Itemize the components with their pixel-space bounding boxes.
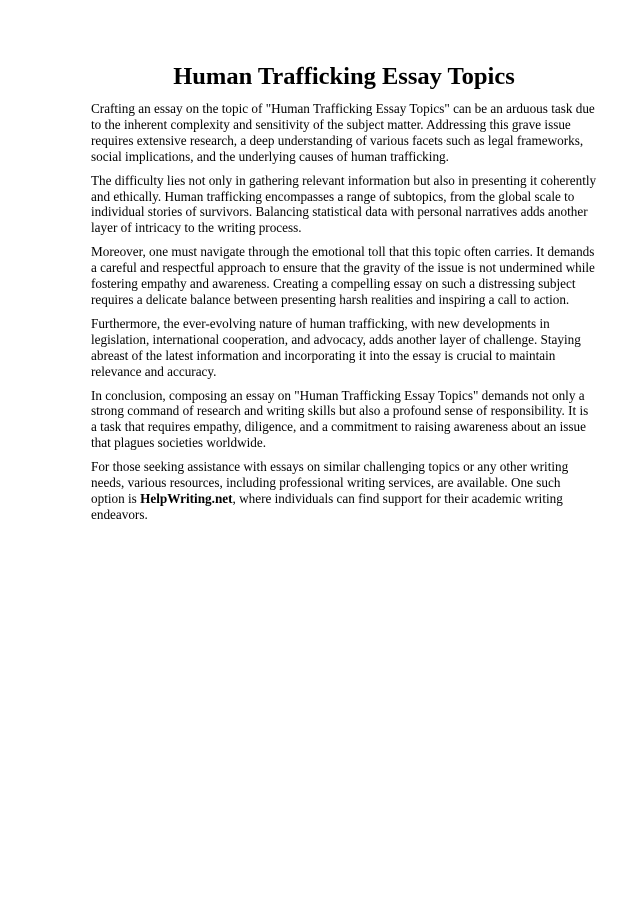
paragraph-difficulty: The difficulty lies not only in gathering relevant information but also in presenting it coherently and ethically. Human trafficking encompasses a range of subtopics, from the global scale to individual stories of survivors. Balancing statistical data with personal narratives adds another layer of intricacy to the writing process. xyxy=(91,172,597,236)
paragraph-intro: Crafting an essay on the topic of "Human Trafficking Essay Topics" can be an arduous task due to the inherent complexity and sensitivity of the subject matter. Addressing this grave issue requires extensive research, a deep understanding of various facets such as legal frameworks, social implications, and the underlying causes of human trafficking. xyxy=(91,101,595,164)
paragraph-closing xyxy=(91,459,597,523)
paragraph-conclusion: In conclusion, composing an essay on "Human Trafficking Essay Topics" demands not only a strong command of research and writing skills but also a profound sense of responsibility. It is a task that requires empathy, diligence, and a commitment to raising awareness about an issue that plagues societies worldwide. xyxy=(91,387,589,451)
paragraph-evolving-nature: Furthermore, the ever-evolving nature of human trafficking, with new developments in legislation, international cooperation, and advocacy, adds another layer of challenge. Staying abreast of the latest information and incorporating it into the essay is crucial to maintain relevance and accuracy. xyxy=(91,315,581,379)
closing-text-before: For those seeking assistance with essays on similar challenging topics or any other writing needs, various resources, including professional writing services, are available. One such option is xyxy=(91,459,569,506)
closing-text-after: , where individuals can find support for their academic writing endeavors. xyxy=(91,490,563,522)
paragraph-emotional-toll: Moreover, one must navigate through the emotional toll that this topic often carries. It demands a careful and respectful approach to ensure that the gravity of the issue is not undermined while fostering empathy and awareness. Creating a compelling essay on such a distressing subject requires a delicate balance between presenting harsh realities and inspiring a call to action. xyxy=(91,244,595,307)
brand-name: HelpWriting.net xyxy=(140,490,233,506)
document-title: Human Trafficking Essay Topics xyxy=(173,63,515,90)
